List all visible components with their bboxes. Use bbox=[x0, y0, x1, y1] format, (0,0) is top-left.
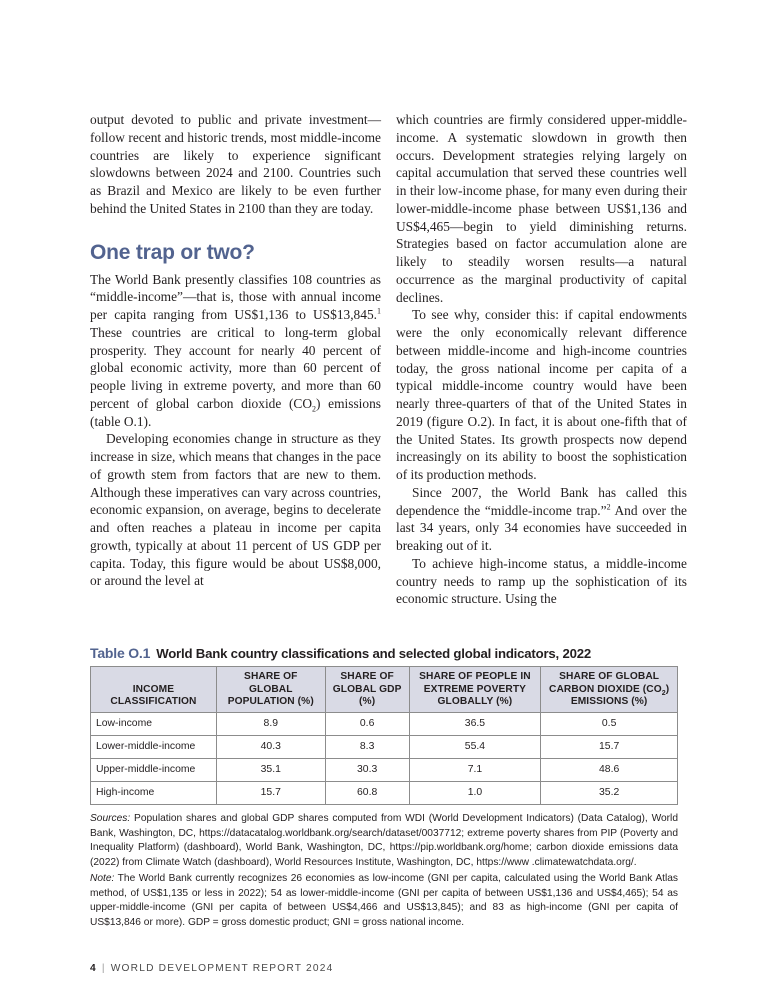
cell-gdp: 60.8 bbox=[325, 782, 409, 805]
text: ) emissions (table O.1). bbox=[90, 395, 382, 429]
paragraph bbox=[396, 484, 687, 555]
text: Since 2007, the World Bank has called this dependence the “middle-income trap.” bbox=[396, 484, 687, 518]
paragraph: which countries are firmly considered upper-middle-income. A systematic slowdown in growth then occurs. Development strategies relying largely on capital accumulation that served these countries well in their low-income phase, for many even during their lower-middle-income phase between US$1,136 and US$4,465—begin to yield diminishing returns. Strategies based on factor accumulation alone are likely to steadily worsen results—a natural occurrence as the marginal productivity of capital declines. bbox=[396, 112, 687, 305]
right-column bbox=[396, 111, 687, 608]
column-header: SHARE OF PEOPLE IN EXTREME POVERTY GLOBALLY (%) bbox=[409, 667, 541, 713]
header-text: SHARE OF GLOBAL CARBON DIOXIDE (CO bbox=[549, 671, 662, 695]
row-label: Low-income bbox=[91, 713, 217, 736]
table-block bbox=[90, 645, 678, 932]
paragraph: To see why, consider this: if capital endowments were the only economically relevant difference between middle-income and high-income countries today, the gross national income per capita of a typical middle-income country would have been nearly three-quarters of that of the United States in 2019 (figure O.2). In fact, it is about one-fifth that of the United States. Its growth prospects now depend increasingly on its ability to boost the sophistication of its production methods. bbox=[396, 307, 687, 482]
row-label: High-income bbox=[91, 782, 217, 805]
page-number: 4 bbox=[90, 963, 97, 974]
table-header-row bbox=[91, 667, 678, 713]
row-label: Upper-middle-income bbox=[91, 759, 217, 782]
header-text: ) EMISSIONS (%) bbox=[570, 683, 670, 708]
cell-co2: 35.2 bbox=[541, 782, 678, 805]
classification-table bbox=[90, 666, 678, 805]
text: And over the last 34 years, only 34 economies have succeeded in breaking out of it. bbox=[396, 502, 687, 553]
cell-gdp: 0.6 bbox=[325, 713, 409, 736]
sources-text: Population shares and global GDP shares computed from WDI (World Development Indicators) (Data Catalog), World Bank, Washington, DC, https://datacatalog.worldbank.org/search/dataset/0037712; extreme poverty shares from PIP (Poverty and Inequality Platform) (dashboard), World Bank, Washington, DC, https://pip.worldbank.org/home; carbon dioxide emissions data (2022) from Climate Watch (dashboard), World Resources Institute, Washington, DC, https://www .climatewatchdata.org/. bbox=[90, 813, 678, 869]
column-header: SHARE OF GLOBAL GDP (%) bbox=[325, 667, 409, 713]
footer-separator: | bbox=[101, 963, 106, 974]
table-label: Table O.1 bbox=[90, 645, 151, 661]
page-footer bbox=[90, 963, 334, 974]
cell-co2: 0.5 bbox=[541, 713, 678, 736]
paragraph bbox=[90, 271, 381, 431]
table-row bbox=[91, 736, 678, 759]
note-text: The World Bank currently recognizes 26 economies as low-income (GNI per capita, calculated using the World Bank Atlas method, of US$1,135 or less in 2022); 54 as lower-middle-income (GNI per capita of between US$1,136 and US$4,465); 54 as upper-middle-income (GNI per capita of between US$4,466 and US$13,845); and 83 as high-income (GNI per capita of US$13,846 or more). GDP = gross domestic product; GNI = gross national income. bbox=[90, 872, 678, 928]
table-caption: World Bank country classifications and selected global indicators, 2022 bbox=[156, 646, 591, 661]
table-title bbox=[90, 645, 678, 662]
paragraph: output devoted to public and private investment—follow recent and historic trends, most middle-income countries are likely to experience significant slowdowns between 2024 and 2100. Countries such as Brazil and Mexico are likely to be even further behind the United States in 2100 than they are today. bbox=[90, 112, 381, 216]
table-notes bbox=[90, 812, 678, 931]
sources-label: Sources: bbox=[90, 813, 131, 824]
cell-poverty: 55.4 bbox=[409, 736, 541, 759]
left-column bbox=[90, 111, 381, 590]
cell-gdp: 30.3 bbox=[325, 759, 409, 782]
cell-population: 8.9 bbox=[216, 713, 325, 736]
cell-co2: 15.7 bbox=[541, 736, 678, 759]
text: The World Bank presently classifies 108 countries as “middle-income”—that is, those with annual income per capita ranging from US$1,136 to US$13,845. bbox=[90, 271, 381, 322]
cell-population: 35.1 bbox=[216, 759, 325, 782]
text: These countries are critical to long-term global prosperity. They account for nearly 40 percent of global economic activity, more than 60 percent of people living in extreme poverty, and more than 60 percent of global carbon dioxide (CO bbox=[90, 324, 381, 411]
cell-co2: 48.6 bbox=[541, 759, 678, 782]
subscript: 2 bbox=[312, 404, 317, 414]
table-row bbox=[91, 782, 678, 805]
column-header: SHARE OF GLOBAL POPULATION (%) bbox=[216, 667, 325, 713]
cell-population: 40.3 bbox=[216, 736, 325, 759]
table-row bbox=[91, 713, 678, 736]
footnote-ref[interactable]: 2 bbox=[606, 502, 611, 512]
column-header bbox=[541, 667, 678, 713]
report-title: WORLD DEVELOPMENT REPORT 2024 bbox=[110, 963, 334, 974]
cell-gdp: 8.3 bbox=[325, 736, 409, 759]
cell-poverty: 7.1 bbox=[409, 759, 541, 782]
note bbox=[90, 872, 678, 931]
column-header: INCOME CLASSIFICATION bbox=[91, 667, 217, 713]
cell-population: 15.7 bbox=[216, 782, 325, 805]
paragraph: To achieve high-income status, a middle-income country needs to ramp up the sophistication of its economic structure. Using the bbox=[396, 555, 687, 607]
note-label: Note: bbox=[90, 872, 115, 884]
subscript: 2 bbox=[661, 689, 666, 697]
cell-poverty: 36.5 bbox=[409, 713, 541, 736]
footnote-ref[interactable]: 1 bbox=[377, 306, 381, 316]
cell-poverty: 1.0 bbox=[409, 782, 541, 805]
table-row bbox=[91, 759, 678, 782]
paragraph: Developing economies change in structure as they increase in size, which means that changes in the pace of growth stem from factors that are new to them. Although these imperatives can vary across countries, economic expansion, on average, begins to decelerate and often reaches a plateau in income per capita growth, typically at about 11 percent of US GDP per capita. Today, this figure would be about US$8,000, or around the level at bbox=[90, 431, 381, 589]
section-heading: One trap or two? bbox=[90, 240, 255, 264]
sources-note bbox=[90, 812, 678, 871]
row-label: Lower-middle-income bbox=[91, 736, 217, 759]
